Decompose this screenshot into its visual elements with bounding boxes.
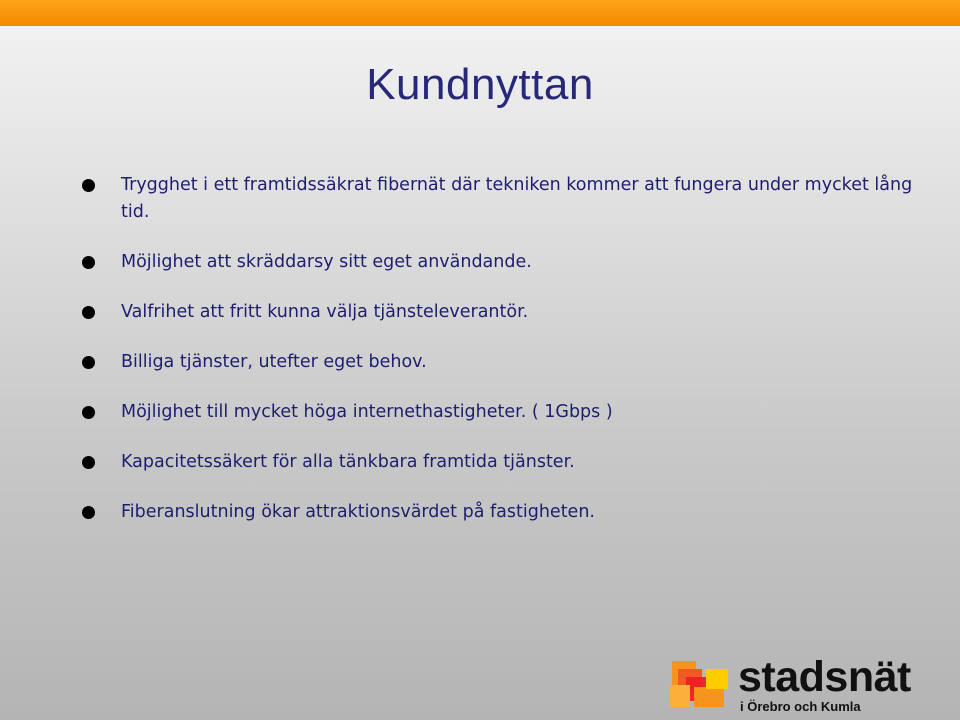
slide-title: Kundnyttan xyxy=(366,60,594,109)
bullet-item xyxy=(80,399,920,426)
bullet-item xyxy=(80,299,920,326)
logo-tagline: i Örebro och Kumla xyxy=(740,699,861,714)
bullet-dot-icon xyxy=(82,356,95,369)
stadsnat-logo-icon xyxy=(670,659,732,711)
stadsnat-logo xyxy=(670,655,960,720)
bullet-dot-icon xyxy=(82,406,95,419)
logo-brand-name: stadsnät xyxy=(738,653,911,701)
top-accent-bar xyxy=(0,0,960,26)
bullet-text: Möjlighet att skräddarsy sitt eget användande. xyxy=(121,252,532,272)
bullet-text: Trygghet i ett framtidssäkrat fibernät där tekniken kommer att fungera under mycket lång tid. xyxy=(121,175,913,222)
bullet-text: Fiberanslutning ökar attraktionsvärdet på fastigheten. xyxy=(121,502,595,522)
bullet-item xyxy=(80,249,920,276)
bullet-dot-icon xyxy=(82,256,95,269)
bullet-text: Valfrihet att fritt kunna välja tjänsteleverantör. xyxy=(121,302,529,322)
bullet-item xyxy=(80,349,920,376)
bullet-item xyxy=(80,449,920,476)
bullet-dot-icon xyxy=(82,456,95,469)
bullet-text: Billiga tjänster, utefter eget behov. xyxy=(121,352,427,372)
bullet-dot-icon xyxy=(82,179,95,192)
bullet-dot-icon xyxy=(82,306,95,319)
bullet-item xyxy=(80,172,920,226)
bullet-item xyxy=(80,499,920,526)
bullet-list xyxy=(80,172,920,526)
bullet-dot-icon xyxy=(82,506,95,519)
bullet-text: Kapacitetssäkert för alla tänkbara framtida tjänster. xyxy=(121,452,575,472)
bullet-text: Möjlighet till mycket höga internethastigheter. ( 1Gbps ) xyxy=(121,402,613,422)
